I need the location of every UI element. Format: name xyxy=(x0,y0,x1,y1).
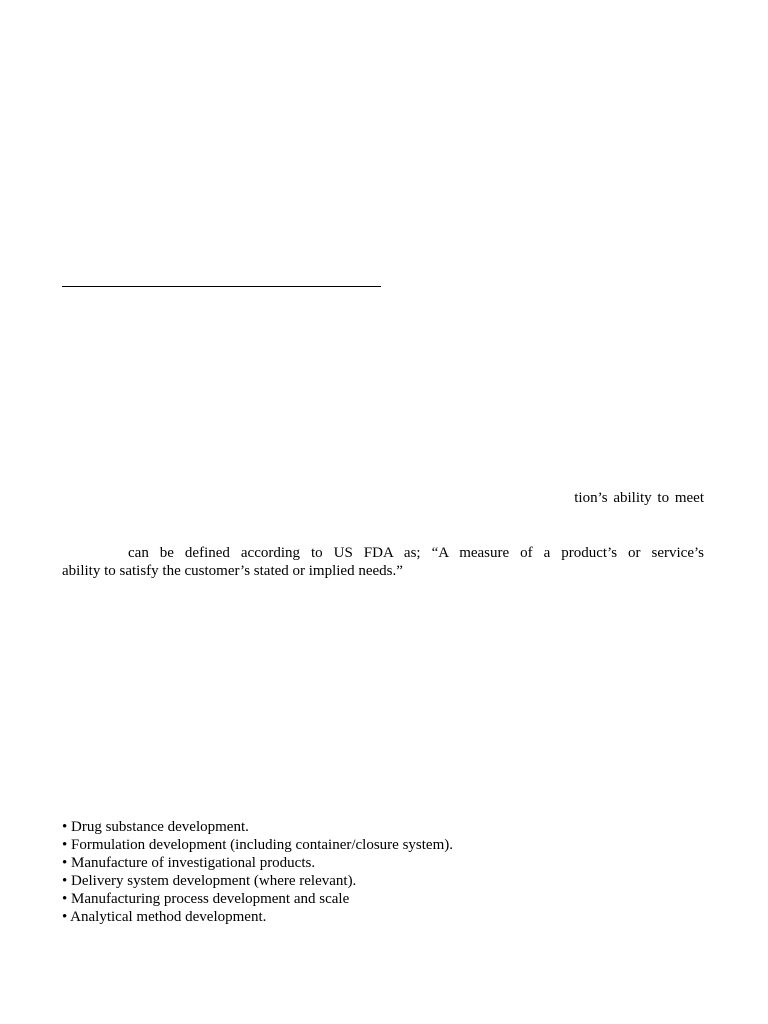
definition-line-1 xyxy=(62,544,704,562)
list-item: • Analytical method development. xyxy=(62,909,267,925)
list-item: • Drug substance development. xyxy=(62,819,249,835)
definition-line-2: ability to satisfy the customer’s stated or implied needs.” xyxy=(62,563,403,579)
paragraph-fragment: tion’s ability to meet xyxy=(574,490,704,506)
list-item: • Manufacture of investigational products. xyxy=(62,855,316,871)
definition-line-1-text: can be defined according to US FDA as; “A measure of a product’s or service’s xyxy=(128,545,704,561)
list-item: • Formulation development (including container/closure system). xyxy=(62,837,453,853)
footnote-separator-rule xyxy=(62,286,381,287)
definition-paragraph xyxy=(62,544,704,580)
list-item: • Manufacturing process development and scale xyxy=(62,891,350,907)
development-bullet-list xyxy=(62,818,453,926)
list-item: • Delivery system development (where relevant). xyxy=(62,873,357,889)
